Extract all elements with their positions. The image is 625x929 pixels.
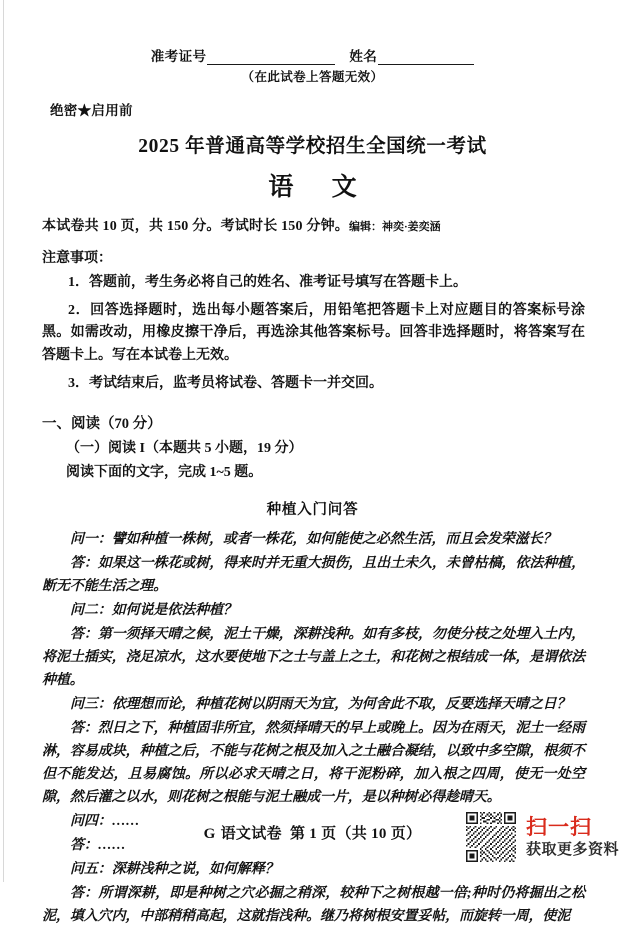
page-footer [0,810,625,868]
section-heading-group-one: （一）阅读 I（本题共 5 小题，19 分） [66,441,303,457]
page-number-label: 第 1 页（共 10 页） [289,826,422,842]
candidate-id-row [151,45,474,65]
passage-paragraph: 答：所谓深耕，即是种树之穴必掘之稍深，较种下之树根越一倍;种时仍将掘出之松泥，填入穴内，中部稍稍高起，这就指浅种。继乃将树根安置妥帖，而旋转一周，使泥 [42,885,585,924]
passage-paragraph: 问四：…… [70,813,140,829]
passage-paragraph: 问五：深耕浅种之说，如何解释？ [70,861,279,877]
notice-item: 2．回答选择题时，选出每小题答案后，用铅笔把答题卡上对应题目的答案标号涂黑。如需改动，用橡皮擦干净后，再选涂其他答案标号。回答非选择题时，将答案写在答题卡上。写在本试卷上无效。 [42,302,585,364]
section-heading-part-one: 一、阅读（70 分） [42,416,162,433]
paper-intro-text: 本试卷共 10 页，共 150 分。考试时长 150 分钟。 [42,219,349,234]
exam-number-blank[interactable] [207,52,335,65]
passage-paragraph: 答：烈日之下，种植固非所宜，然须择晴天的早上或晚上。因为在雨天，泥土一经雨淋，容易成块，种植之后，不能与花树之根及加入之土融合凝结，以致中多空隙，根须不但不能发达，且易腐蚀。所以必求天晴之日，将干泥粉碎，加入根之四周，使无一处空隙，然后灌之以水，则花树之根能与泥土融成一片，是以种树必得趁晴天。 [42,720,585,805]
paper-label: 语文试卷 [220,826,282,842]
passage-paragraph: 问三：依理想而论，种植花树以阴雨天为宜，为何舍此不取，反要选择天晴之日？ [70,697,571,713]
qr-code-icon[interactable] [464,810,518,864]
passage-body [0,529,625,928]
notice-item: 3．考试结束后，监考员将试卷、答题卡一并交回。 [68,375,383,391]
passage-paragraph: 答：…… [70,837,126,853]
passage-paragraph: 答：第一须择天晴之候，泥土干燥，深耕浅种。如有多枝，勿使分枝之处埋入土内，将泥土插实，浇足凉水，这水要使地下之士与盖上之土，和花树之根结成一体，是谓依法种植。 [42,627,585,689]
exam-number-label: 准考证号 [150,49,207,64]
paper-intro-line [0,215,625,235]
secrecy-notice: 绝密★启用前 [50,103,133,118]
notice-item: 1．答题前，考生务必将自己的姓名、准考证号填写在答题卡上。 [68,275,467,290]
editor-credit: 编辑：神奕·姜奕涵 [349,221,441,233]
exam-title: 2025 年普通高等学校招生全国统一考试 [138,136,487,157]
paper-mark: G [203,826,216,842]
name-blank[interactable] [378,52,474,65]
notice-heading: 注意事项： [42,251,112,266]
promo-text-block [526,817,619,858]
passage-paragraph: 问二：如何说是依法种植？ [70,603,237,619]
name-label: 姓名 [349,49,378,64]
promo-block [464,810,619,864]
section-instruction: 阅读下面的文字，完成 1~5 题。 [66,465,263,481]
promo-scan-subtitle: 获取更多资料 [525,840,619,858]
promo-scan-title: 扫一扫 [525,815,592,839]
candidate-id-bar [0,45,625,85]
passage-title: 种植入门问答 [266,502,359,519]
passage-paragraph: 答：如果这一株花或树，得来时并无重大损伤，且出土未久，未曾枯槁，依法种植，断无不能生活之理。 [42,556,585,595]
passage-paragraph: 问一：譬如种植一株树，或者一株花，如何能使之必然生活，而且会发荣滋长？ [70,532,557,548]
answer-invalid-note: （在此试卷上答题无效） [241,70,384,84]
subject-title: 语 文 [268,174,373,201]
